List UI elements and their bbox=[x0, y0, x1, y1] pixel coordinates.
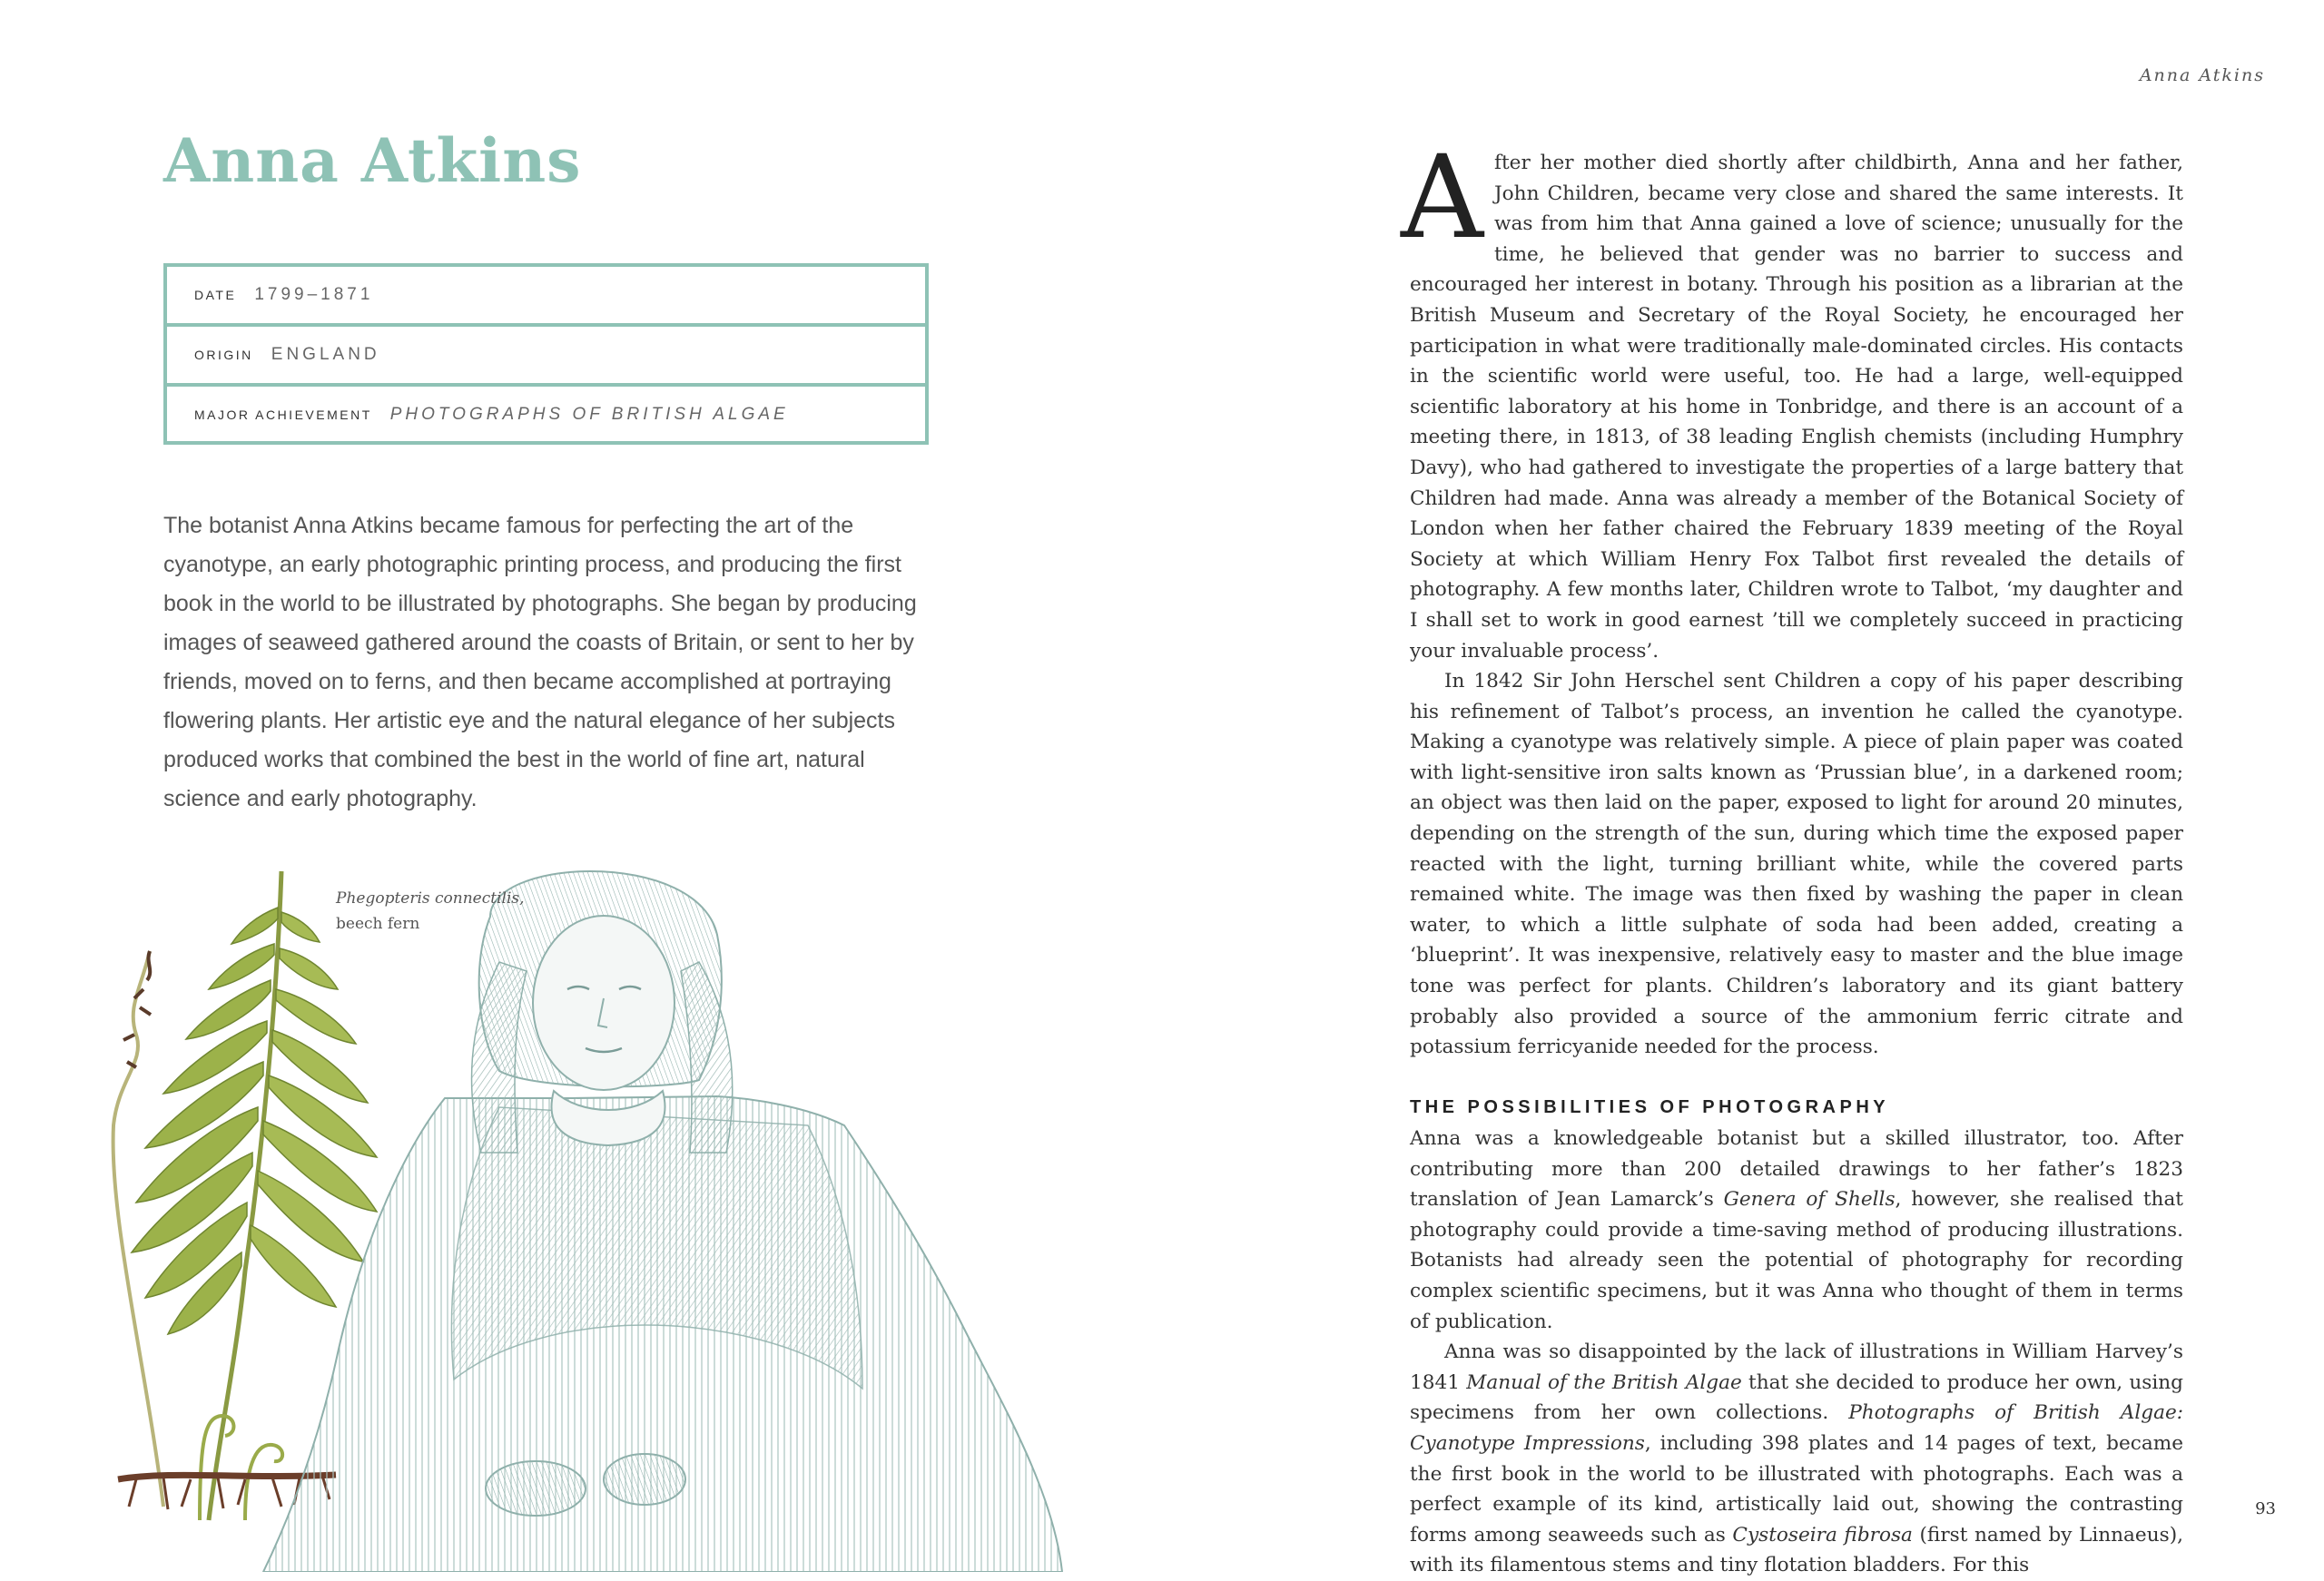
portrait-engraving-icon bbox=[263, 871, 1062, 1572]
paragraph-text: , however, she realised that photography could provide a time-saving method of producing illustrations. Botanists had already seen the potential of photography for recording complex scientific specimens, but it was Anna who thought of them in terms of publication. bbox=[1410, 1188, 2183, 1333]
fact-label: DATE bbox=[194, 288, 237, 302]
portrait-and-fern-illustration bbox=[64, 853, 1108, 1572]
page-title: Anna Atkins bbox=[163, 125, 582, 196]
caption-scientific-name: Phegopteris connectilis, bbox=[336, 889, 525, 908]
paragraph-text: Anna was so disappointed by the lack of illustrations in William Harvey’s 1841 bbox=[1410, 1340, 2183, 1394]
paragraph bbox=[1410, 1124, 2183, 1337]
fact-row-achievement bbox=[167, 387, 925, 443]
caption-common-name: beech fern bbox=[336, 915, 420, 933]
fact-label: ORIGIN bbox=[194, 348, 253, 362]
intro-paragraph: The botanist Anna Atkins became famous for perfecting the art of the cyanotype, an early photographic printing process, and producing the first book in the world to be illustrated by photographs. She began by producing images of seaweed gathered around the coasts of Britain, or sent to her by friends, moved on to ferns, and then became accomplished at portraying flowering plants. Her artistic eye and the natural elegance of her subjects produced works that combined the best in the world of fine art, natural science and early photography. bbox=[163, 513, 917, 811]
paragraph: In 1842 Sir John Herschel sent Children a copy of his paper describing his refinement of Talbot’s process, an invention he called the cyanotype. Making a cyanotype was relatively simple. A piece of plain paper was coated with light-sensitive iron salts known as ‘Prussian blue’, in a darkened room; an object was then laid on the paper, exposed to light for around 20 minutes, depending on the strength of the sun, during which time the exposed paper reacted with the light, turning brilliant white, while the covered parts remained white. The image was then fixed by washing the paper in clean water, to which a little sulphate of soda had been added, creating a ‘blueprint’. It was inexpensive, relatively easy to master and the blue image tone was perfect for plants. Children’s laboratory and its giant battery probably also provided a source of the ammonium ferric citrate and potassium ferricyanide needed for the process. bbox=[1410, 670, 2183, 1059]
book-title: Photographs of British Algae: Cyanotype Impressions bbox=[1410, 1401, 2184, 1455]
paragraph bbox=[1401, 131, 2183, 666]
running-head: Anna Atkins bbox=[2139, 65, 2265, 85]
species-name: Cystoseira fibrosa bbox=[1732, 1523, 1913, 1547]
book-title: Genera of Shells bbox=[1723, 1188, 1896, 1212]
paragraph-text: , including 398 plates and 14 pages of text, became the first book in the world to be illustrated with photographs. Each was a perfect example of its kind, artistically laid out, showing the contrasting forms among seaweeds such as bbox=[1410, 1431, 2183, 1547]
drop-cap: A bbox=[1401, 131, 1483, 264]
fact-row-origin bbox=[167, 327, 925, 387]
paragraph-text: fter her mother died shortly after childbirth, Anna and her father, John Children, became very close and shared the same interests. It was from him that Anna gained a love of science; unusually for the time, he believed that gender was no barrier to success and encouraged her interest in botany. Through his position as a librarian at the British Museum and Secretary of the Royal Society, he encouraged her participation in what were traditionally male-dominated circles. His contacts in the scientific world were useful, too. He had a large, well-equipped scientific laboratory at his home in Tonbridge, and there is an account of a meeting there, in 1813, of 38 leading English chemists (including Humphry Davy), who had gathered to investigate the properties of a large battery that Children had made. Anna was already a member of the Botanical Society of London when her father chaired the February 1839 meeting of the Royal Society at which William Henry Fox Talbot first revealed the details of photography. A few months later, Children wrote to Talbot, ‘my daughter and I shall set to work in good earnest ’till we completely succeed in practicing your invaluable process’. bbox=[1410, 152, 2183, 663]
section-heading: THE POSSIBILITIES OF PHOTOGRAPHY bbox=[1410, 1097, 1890, 1118]
paragraph bbox=[1410, 1337, 2183, 1581]
fact-value: PHOTOGRAPHS OF BRITISH ALGAE bbox=[389, 405, 789, 424]
paragraph-text: Anna was a knowledgeable botanist but a skilled illustrator, too. After contributing more than 200 detailed drawings to her father’s 1823 translation of Jean Lamarck’s bbox=[1410, 1127, 2183, 1212]
figure-caption bbox=[336, 886, 525, 937]
body-text bbox=[1401, 131, 2184, 1581]
fact-value: ENGLAND bbox=[271, 345, 380, 364]
fact-value: 1799–1871 bbox=[254, 285, 374, 304]
fact-box bbox=[163, 263, 929, 445]
page-number: 93 bbox=[2255, 1499, 2276, 1518]
fact-label: MAJOR ACHIEVEMENT bbox=[194, 408, 372, 422]
paragraph-text: that she decided to produce her own, using specimens from her own collections. bbox=[1410, 1370, 2183, 1425]
fact-row-date bbox=[167, 267, 925, 327]
book-title: Manual of the British Algae bbox=[1466, 1370, 1742, 1394]
paragraph-text: (first named by Linnaeus), with its filamentous stems and tiny flotation bladders. For this bbox=[1410, 1523, 2183, 1577]
